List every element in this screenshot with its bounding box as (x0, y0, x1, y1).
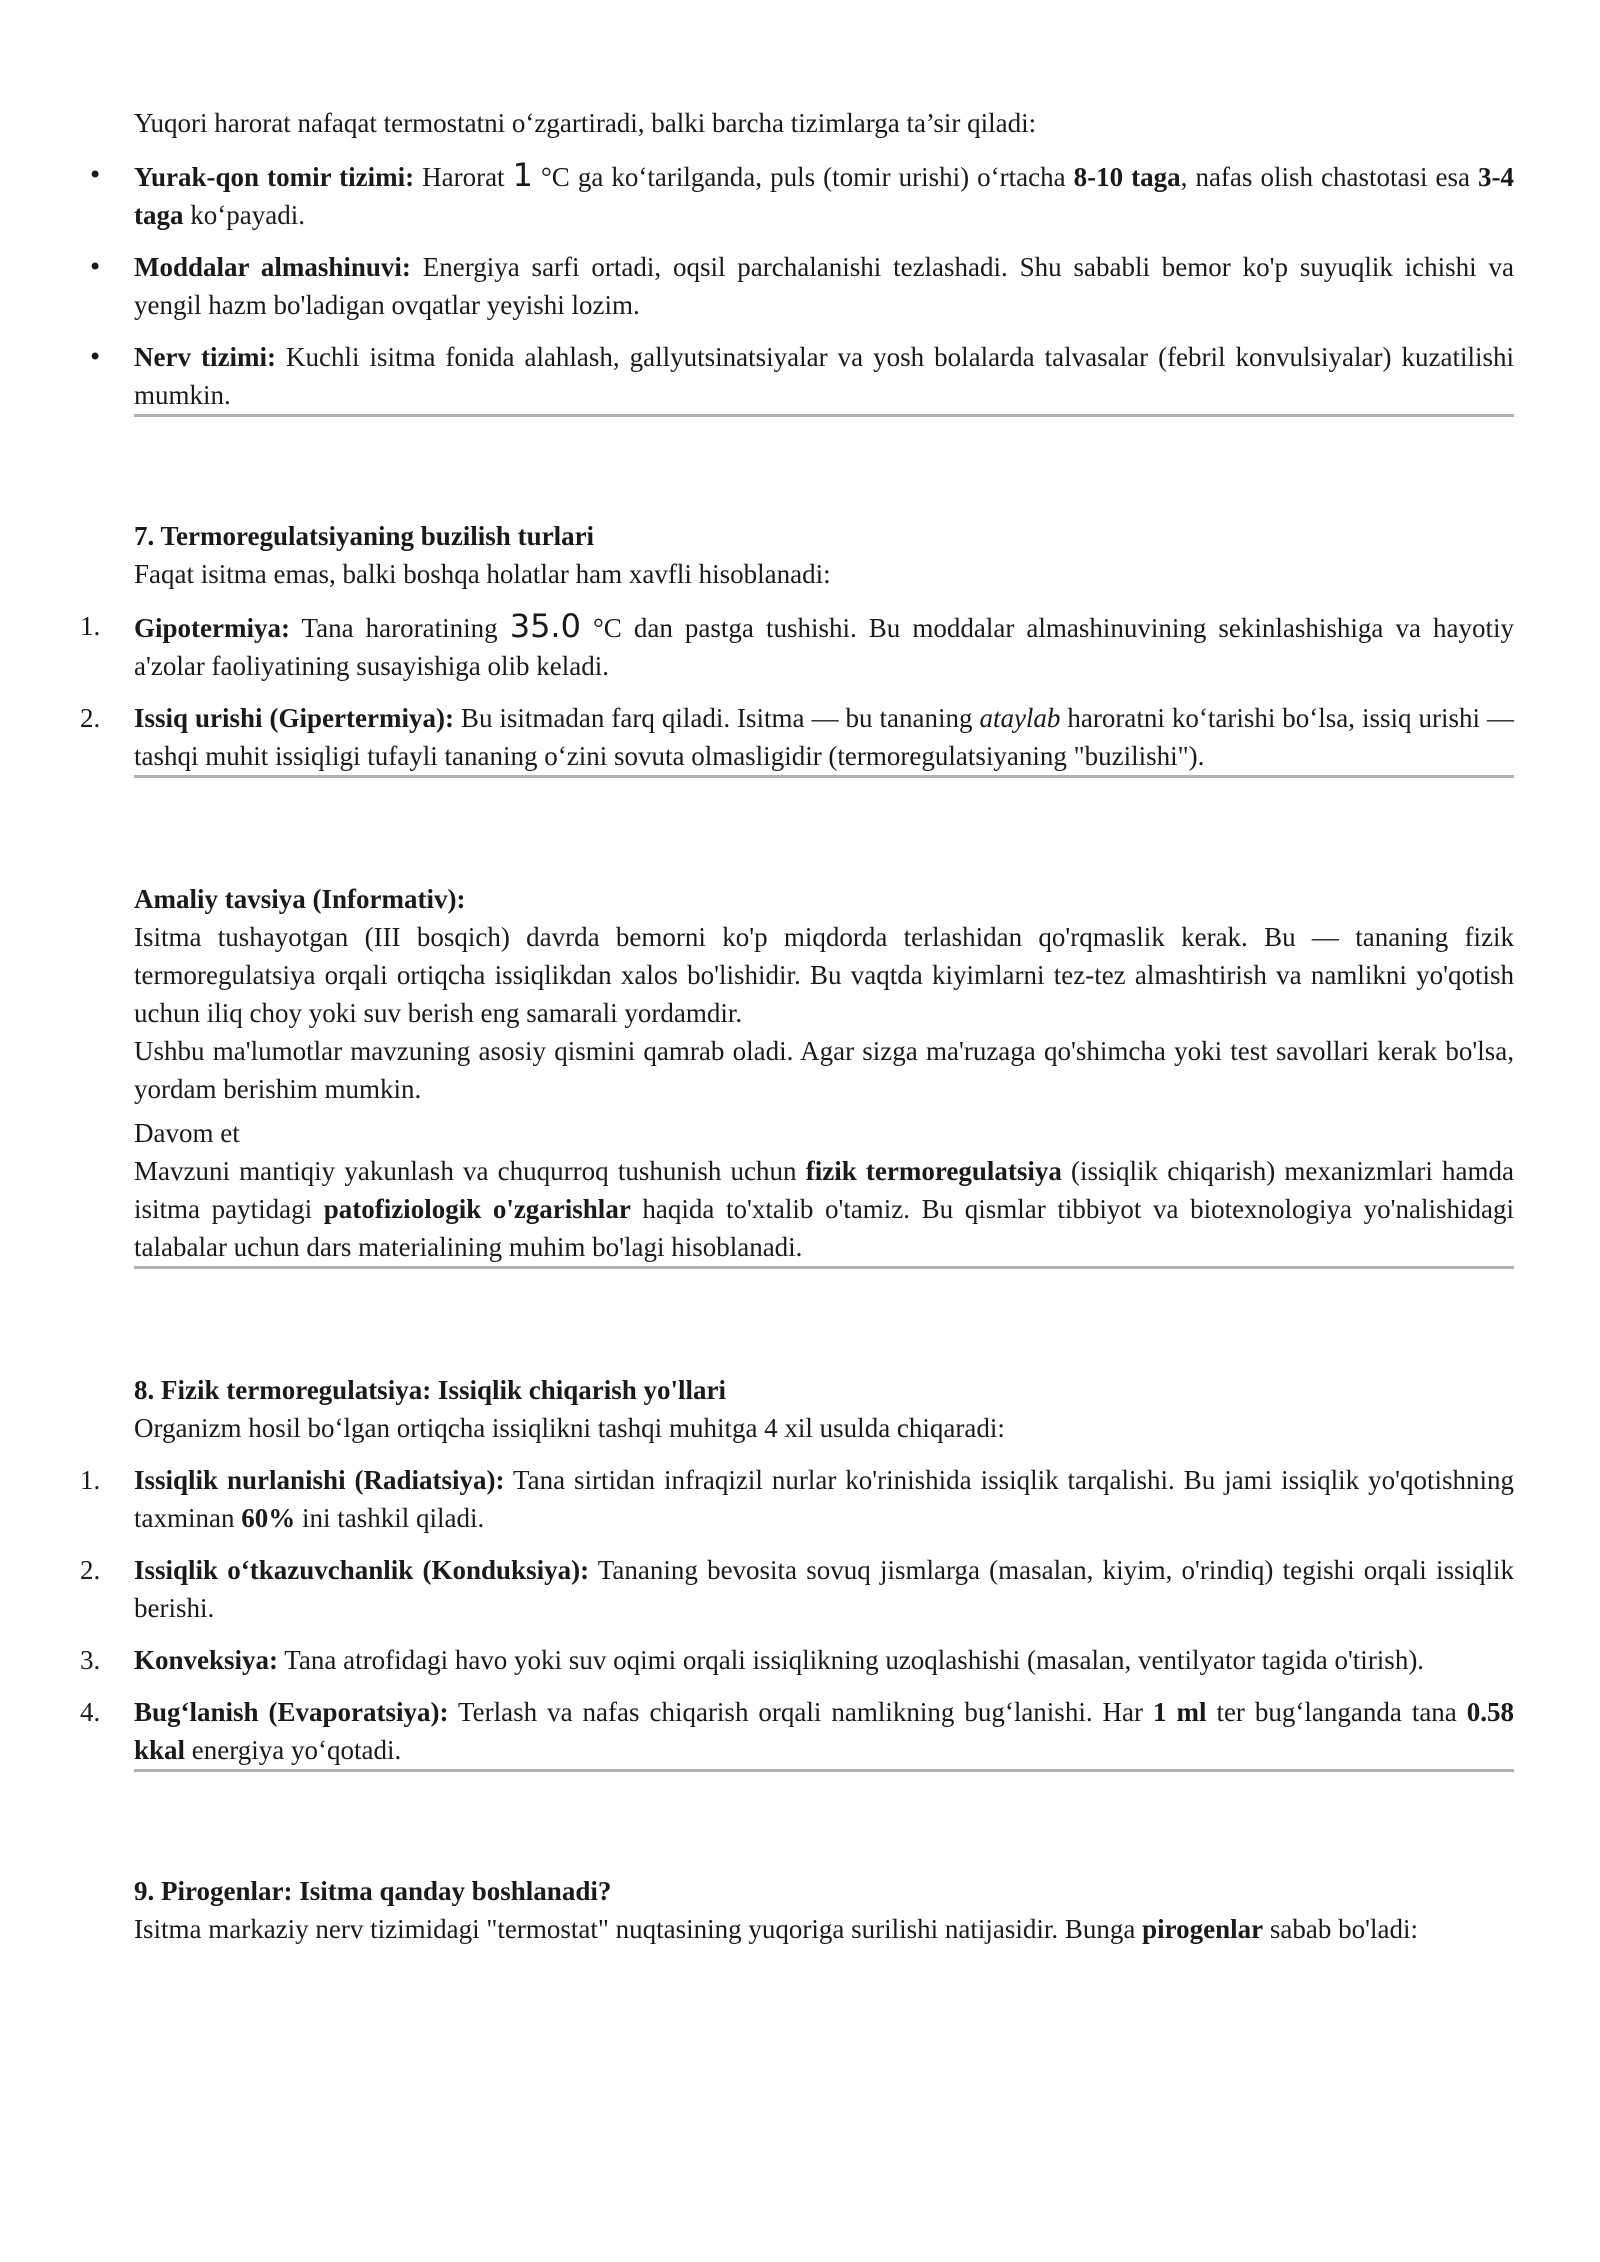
section9-heading: 9. Pirogenlar: Isitma qanday boshlanadi? (134, 1876, 612, 1906)
list-item-heatstroke: 2. Issiq urishi (Gipertermiya): Bu isitmadan farq qiladi. Isitma — bu tananing ataylab haroratni ko‘tarishi bo‘lsa, issiq urishi — tashqi muhit issiqligi tufayli tananing o‘zini sovuta olmasligidir (termoregulatsiyaning "buzilishi"). (134, 699, 1514, 775)
practical-heading: Amaliy tavsiya (Informativ): (134, 884, 466, 914)
list-item-cardio: • Yurak-qon tomir tizimi: Harorat 1 °C ga ko‘tarilganda, puls (tomir urishi) o‘rtacha 8-10 taga, nafas olish chastotasi esa 3-4 taga ko‘payadi. (88, 156, 1514, 230)
bullet-marker: • (88, 343, 103, 371)
list-number: 3. (80, 1645, 101, 1675)
bullet-marker: • (88, 253, 103, 281)
list-item-evaporation: 4. Bug‘lanish (Evaporatsiya): Terlash va nafas chiqarish orqali namlikning bug‘lanishi. Har 1 ml ter bug‘langanda tana 0.58 kkal energiya yo‘qotadi. (134, 1693, 1514, 1769)
document-page (80, 104, 1515, 1948)
list-item-conduction: 2. Issiqlik o‘tkazuvchanlik (Konduksiya): Tananing bevosita sovuq jismlarga (masalan, kiyim, o'rindiq) tegishi orqali issiqlik berishi. (134, 1551, 1514, 1627)
bullet-marker: • (88, 161, 103, 189)
continue-prompt: Davom et (134, 1118, 240, 1148)
effects-intro: Yuqori harorat nafaqat termostatni o‘zgartiradi, balki barcha tizimlarga ta’sir qiladi: (134, 108, 1037, 138)
practical-paragraph: Isitma tushayotgan (III bosqich) davrda bemorni ko'p miqdorda terlashidan qo'rqmaslik kerak. Bu — tananing fizik termoregulatsiya orqali ortiqcha issiqlikdan xalos bo'lishidir. Bu vaqtda kiyimlarni tez-tez almashtirish va namlikni yo'qotish uchun iliq choy yoki suv berish eng samarali yordamdir. (134, 922, 1514, 1028)
list-number: 2. (80, 703, 101, 733)
section8-intro: Organizm hosil bo‘lgan ortiqcha issiqlikni tashqi muhitga 4 xil usulda chiqaradi: (134, 1413, 1005, 1443)
list-item-hypothermia: 1. Gipotermiya: Tana haroratining 35.0 °C dan pastga tushishi. Bu moddalar almashinuvining sekinlashishiga va hayotiy a'zolar faoliyatining susayishiga olib keladi. (80, 607, 1514, 681)
section9-paragraph: Isitma markaziy nerv tizimidagi "termostat" nuqtasining yuqoriga surilishi natijasidir. Bunga pirogenlar sabab bo'ladi: (134, 1914, 1418, 1944)
list-number: 1. (80, 1465, 101, 1495)
list-number: 2. (80, 1555, 101, 1585)
list-number: 1. (80, 611, 101, 641)
section7-heading: 7. Termoregulatsiyaning buzilish turlari (134, 521, 595, 551)
intro-paragraph: Mavzuni mantiqiy yakunlash va chuqurroq tushunish uchun fizik termoregulatsiya (issiqlik chiqarish) mexanizmlari hamda isitma paytidagi patofiziologik o'zgarishlar haqida to'xtalib o'tamiz. Bu qismlar tibbiyot va biotexnologiya yo'nalishidagi talabalar uchun dars materialining muhim bo'lagi hisoblanadi. (134, 1156, 1514, 1262)
list-item-radiation: 1. Issiqlik nurlanishi (Radiatsiya): Tana sirtidan infraqizil nurlar ko'rinishida issiqlik tarqalishi. Bu jami issiqlik yo'qotishning taxminan 60% ini tashkil qiladi. (134, 1461, 1514, 1537)
list-item-metabolism: • Moddalar almashinuvi: Energiya sarfi ortadi, oqsil parchalanishi tezlashadi. Shu sababli bemor ko'p suyuqlik ichishi va yengil hazm bo'ladigan ovqatlar yeyishi lozim. (134, 248, 1514, 324)
list-item-nervous: • Nerv tizimi: Kuchli isitma fonida alahlash, gallyutsinatsiyalar va yosh bolalarda talvasalar (febril konvulsiyalar) kuzatilishi mumkin. (134, 338, 1514, 414)
list-number: 4. (80, 1697, 101, 1727)
summary-paragraph: Ushbu ma'lumotlar mavzuning asosiy qismini qamrab oladi. Agar sizga ma'ruzaga qo'shimcha yoki test savollari kerak bo'lsa, yordam berishim mumkin. (134, 1036, 1514, 1104)
section7-intro: Faqat isitma emas, balki boshqa holatlar ham xavfli hisoblanadi: (134, 559, 831, 589)
section8-heading: 8. Fizik termoregulatsiya: Issiqlik chiqarish yo'llari (134, 1375, 727, 1405)
list-item-convection: 3. Konveksiya: Tana atrofidagi havo yoki suv oqimi orqali issiqlikning uzoqlashishi (masalan, ventilyator tagida o'tirish). (134, 1641, 1514, 1679)
